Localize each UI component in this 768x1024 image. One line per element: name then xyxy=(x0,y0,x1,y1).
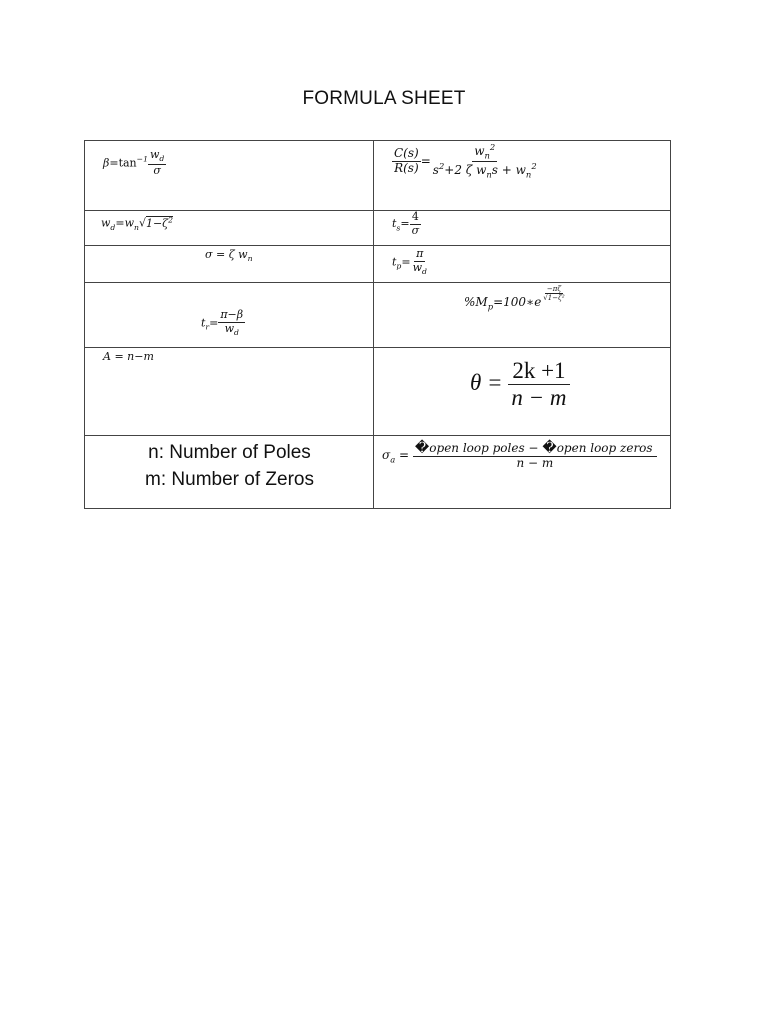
note-zeros: m: Number of Zeros xyxy=(145,469,314,490)
formula-a: A = n−m xyxy=(103,350,154,363)
formula-transfer: $\frac{C(s)}{R(s)}$ = $\frac{w_n^2}{s^2+2 \zeta w_ns + w_n^2}$ xyxy=(394,142,537,180)
formula-cell-transfer xyxy=(374,141,671,211)
formula-theta: θ = $\frac{2k +1}{n - m}$ xyxy=(470,358,570,412)
table-row xyxy=(85,211,671,246)
table-row xyxy=(85,283,671,348)
formula-cell-sigma xyxy=(85,246,374,283)
formula-overshoot: $\%M_p=100∗e$ $\frac{-\pi\zeta}{\text{√1−ζ²}}$ xyxy=(464,285,565,312)
formula-cell-ts xyxy=(374,211,671,246)
formula-cell-a xyxy=(85,348,374,436)
formula-sigma: σ = ζ $w_n$ xyxy=(205,248,253,264)
table-row xyxy=(85,436,671,509)
formula-cell-tr xyxy=(85,283,374,348)
notes xyxy=(85,439,374,493)
formula-tr: $t_r=$ $\frac{\pi-\beta}{w_d}$ xyxy=(201,308,244,337)
formula-cell-wd xyxy=(85,211,374,246)
formula-cell-tp xyxy=(374,246,671,283)
formula-ts: $t_s=$ $\frac{4}{\sigma}$ xyxy=(392,210,420,237)
formula-cell-sigma-a xyxy=(374,436,671,509)
formula-cell-theta xyxy=(374,348,671,436)
formula-table xyxy=(84,140,671,509)
note-poles: n: Number of Poles xyxy=(148,442,311,463)
formula-cell-overshoot xyxy=(374,283,671,348)
formula-cell-beta xyxy=(85,141,374,211)
page-title: FORMULA SHEET xyxy=(302,88,466,109)
formula-tp: $t_p=$ $\frac{\pi}{w_d}$ xyxy=(392,247,427,276)
table-row xyxy=(85,348,671,436)
table-row xyxy=(85,141,671,211)
notes-cell xyxy=(85,436,374,509)
formula-wd: $w_d=w_n√1-\zeta^2$ xyxy=(101,215,174,232)
formula-beta: $\beta=\tan^{-1}$ $\frac{w_d}{\sigma}$ xyxy=(103,148,165,178)
formula-sigma-a: $\sigma_a$ = $\frac{\text{�open loop poles − �open loop zeros}}{n - m}$ xyxy=(382,440,657,471)
table-row xyxy=(85,246,671,283)
